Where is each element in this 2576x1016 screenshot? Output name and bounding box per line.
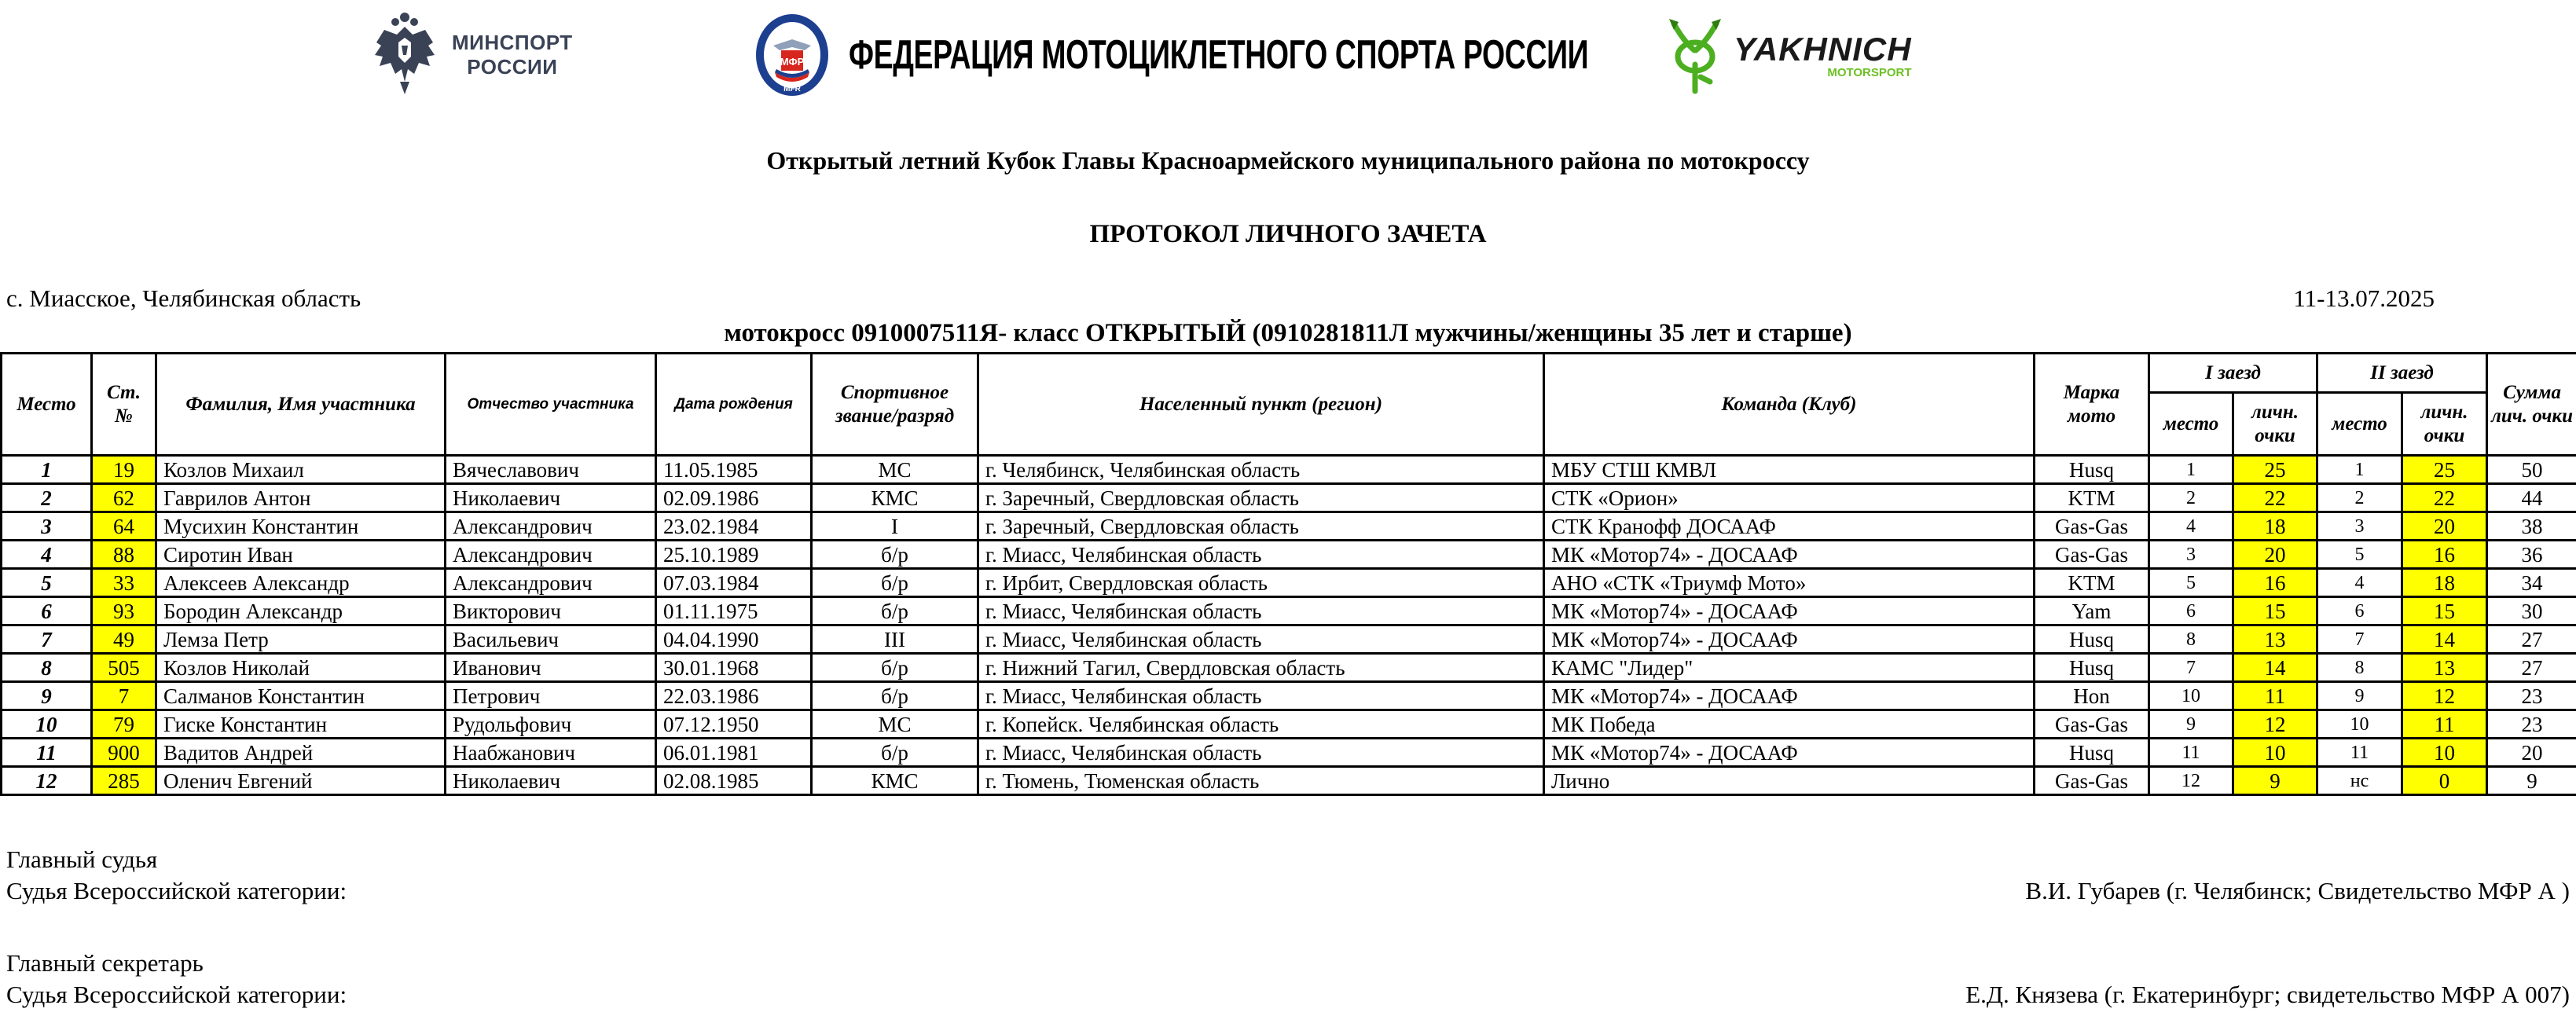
cell-birth-date: 11.05.1985 <box>656 456 812 484</box>
cell-race2-place: 3 <box>2317 512 2402 541</box>
cell-city: г. Миасс, Челябинская область <box>978 625 1544 654</box>
col-place: Место <box>2 354 92 456</box>
cell-total: 34 <box>2487 569 2576 597</box>
cell-rank: I <box>812 512 978 541</box>
col-race2: II заезд <box>2317 354 2487 393</box>
cell-place: 7 <box>2 625 92 654</box>
cell-race2-points: 14 <box>2402 625 2487 654</box>
cell-team: МК Победа <box>1544 710 2035 739</box>
table-row <box>2 682 2576 710</box>
cell-name: Вадитов Андрей <box>156 739 446 767</box>
table-row <box>2 456 2576 484</box>
cell-start-no: 19 <box>92 456 156 484</box>
cell-birth-date: 23.02.1984 <box>656 512 812 541</box>
minsport-line2: РОССИИ <box>467 55 558 79</box>
cell-race1-place: 3 <box>2149 541 2233 569</box>
cell-rank: КМС <box>812 767 978 795</box>
cell-start-no: 88 <box>92 541 156 569</box>
cell-race1-place: 12 <box>2149 767 2233 795</box>
cell-bike: Gas-Gas <box>2035 512 2149 541</box>
yakhnich-logo <box>1668 17 1912 96</box>
yakhnich-emblem-icon <box>1668 17 1723 96</box>
cell-race1-points: 20 <box>2233 541 2317 569</box>
event-title: Открытый летний Кубок Главы Красноармейского муниципального района по мотокроссу <box>766 146 1810 174</box>
table-row <box>2 739 2576 767</box>
table-row <box>2 512 2576 541</box>
cell-race2-points: 18 <box>2402 569 2487 597</box>
cell-rank: МС <box>812 710 978 739</box>
cell-race2-points: 25 <box>2402 456 2487 484</box>
cell-place: 2 <box>2 484 92 512</box>
cell-place: 6 <box>2 597 92 625</box>
cell-race1-place: 2 <box>2149 484 2233 512</box>
cell-total: 44 <box>2487 484 2576 512</box>
table-row <box>2 710 2576 739</box>
cell-city: г. Миасс, Челябинская область <box>978 739 1544 767</box>
cell-team: МК «Мотор74» - ДОСААФ <box>1544 682 2035 710</box>
svg-text:MFR: MFR <box>783 85 801 94</box>
cell-total: 50 <box>2487 456 2576 484</box>
cell-name: Лемза Петр <box>156 625 446 654</box>
cell-city: г. Нижний Тагил, Свердловская область <box>978 654 1544 682</box>
cell-race1-place: 5 <box>2149 569 2233 597</box>
cell-race1-place: 9 <box>2149 710 2233 739</box>
cell-city: г. Тюмень, Тюменская область <box>978 767 1544 795</box>
col-team: Команда (Клуб) <box>1544 354 2035 456</box>
cell-city: г. Ирбит, Свердловская область <box>978 569 1544 597</box>
cell-rank: б/р <box>812 654 978 682</box>
table-row <box>2 484 2576 512</box>
cell-race1-points: 16 <box>2233 569 2317 597</box>
cell-race2-points: 11 <box>2402 710 2487 739</box>
chief-judge-name: В.И. Губарев (г. Челябинск; Свидетельство МФР А ) <box>2025 877 2570 904</box>
cell-rank: III <box>812 625 978 654</box>
table-row <box>2 767 2576 795</box>
col-start-no: Ст. № <box>92 354 156 456</box>
cell-start-no: 285 <box>92 767 156 795</box>
cell-city: г. Заречный, Свердловская область <box>978 484 1544 512</box>
cell-race2-points: 13 <box>2402 654 2487 682</box>
col-race2-place: место <box>2317 393 2402 456</box>
cell-birth-date: 07.03.1984 <box>656 569 812 597</box>
cell-race1-points: 14 <box>2233 654 2317 682</box>
cell-place: 10 <box>2 710 92 739</box>
cell-birth-date: 07.12.1950 <box>656 710 812 739</box>
cell-bike: Hon <box>2035 682 2149 710</box>
cell-name: Алексеев Александр <box>156 569 446 597</box>
col-race1: I заезд <box>2149 354 2317 393</box>
yakhnich-name: YAKHNICH <box>1734 31 1912 68</box>
cell-patronymic: Васильевич <box>446 625 656 654</box>
cell-start-no: 900 <box>92 739 156 767</box>
cell-place: 11 <box>2 739 92 767</box>
cell-race2-place: 10 <box>2317 710 2402 739</box>
cell-race1-points: 9 <box>2233 767 2317 795</box>
cell-birth-date: 06.01.1981 <box>656 739 812 767</box>
col-race2-points: личн. очки <box>2402 393 2487 456</box>
cell-city: г. Миасс, Челябинская область <box>978 597 1544 625</box>
cell-race2-place: 5 <box>2317 541 2402 569</box>
cell-bike: Gas-Gas <box>2035 767 2149 795</box>
cell-team: СТК «Орион» <box>1544 484 2035 512</box>
col-birth-date: Дата рождения <box>656 354 812 456</box>
cell-bike: Husq <box>2035 456 2149 484</box>
cell-bike: Gas-Gas <box>2035 541 2149 569</box>
cell-patronymic: Иванович <box>446 654 656 682</box>
cell-rank: б/р <box>812 541 978 569</box>
yakhnich-sub: MOTORSPORT <box>1827 66 1912 79</box>
cell-race1-place: 4 <box>2149 512 2233 541</box>
chief-secretary-category: Судья Всероссийской категории: <box>6 981 347 1008</box>
cell-place: 1 <box>2 456 92 484</box>
cell-team: АНО «СТК «Триумф Мото» <box>1544 569 2035 597</box>
cell-city: г. Челябинск, Челябинская область <box>978 456 1544 484</box>
cell-rank: б/р <box>812 682 978 710</box>
cell-rank: б/р <box>812 739 978 767</box>
cell-total: 30 <box>2487 597 2576 625</box>
cell-team: КАМС "Лидер" <box>1544 654 2035 682</box>
event-location: с. Миасское, Челябинская область <box>6 284 361 312</box>
cell-race2-place: нс <box>2317 767 2402 795</box>
cell-rank: б/р <box>812 569 978 597</box>
cell-patronymic: Александрович <box>446 569 656 597</box>
cell-race1-points: 11 <box>2233 682 2317 710</box>
cell-race1-place: 10 <box>2149 682 2233 710</box>
cell-race2-place: 8 <box>2317 654 2402 682</box>
chief-judge-title: Главный судья <box>6 845 158 873</box>
cell-team: МК «Мотор74» - ДОСААФ <box>1544 541 2035 569</box>
cell-place: 4 <box>2 541 92 569</box>
cell-rank: МС <box>812 456 978 484</box>
cell-race2-place: 11 <box>2317 739 2402 767</box>
cell-team: МБУ СТШ КМВЛ <box>1544 456 2035 484</box>
cell-birth-date: 25.10.1989 <box>656 541 812 569</box>
cell-city: г. Миасс, Челябинская область <box>978 682 1544 710</box>
cell-race2-points: 16 <box>2402 541 2487 569</box>
minsport-line1: МИНСПОРТ <box>452 31 573 54</box>
cell-patronymic: Рудольфович <box>446 710 656 739</box>
cell-bike: Husq <box>2035 654 2149 682</box>
cell-race2-points: 20 <box>2402 512 2487 541</box>
cell-race1-place: 1 <box>2149 456 2233 484</box>
cell-race2-points: 10 <box>2402 739 2487 767</box>
cell-race2-points: 12 <box>2402 682 2487 710</box>
cell-birth-date: 22.03.1986 <box>656 682 812 710</box>
cell-name: Бородин Александр <box>156 597 446 625</box>
col-city: Населенный пункт (регион) <box>978 354 1544 456</box>
cell-race1-points: 22 <box>2233 484 2317 512</box>
cell-race2-place: 7 <box>2317 625 2402 654</box>
cell-total: 27 <box>2487 625 2576 654</box>
col-name: Фамилия, Имя участника <box>156 354 446 456</box>
cell-total: 9 <box>2487 767 2576 795</box>
cell-total: 23 <box>2487 710 2576 739</box>
cell-birth-date: 02.08.1985 <box>656 767 812 795</box>
cell-race1-place: 7 <box>2149 654 2233 682</box>
cell-race1-points: 18 <box>2233 512 2317 541</box>
cell-name: Козлов Николай <box>156 654 446 682</box>
table-row <box>2 625 2576 654</box>
cell-race2-points: 22 <box>2402 484 2487 512</box>
cell-city: г. Копейск. Челябинская область <box>978 710 1544 739</box>
cell-name: Козлов Михаил <box>156 456 446 484</box>
cell-start-no: 33 <box>92 569 156 597</box>
col-race1-points: личн. очки <box>2233 393 2317 456</box>
cell-race1-place: 6 <box>2149 597 2233 625</box>
col-total: Сумма лич. очки <box>2487 354 2576 456</box>
cell-race2-place: 4 <box>2317 569 2402 597</box>
cell-bike: Gas-Gas <box>2035 710 2149 739</box>
minsport-logo <box>373 11 573 99</box>
cell-birth-date: 30.01.1968 <box>656 654 812 682</box>
cell-patronymic: Петрович <box>446 682 656 710</box>
double-headed-eagle-icon <box>373 11 436 99</box>
cell-race2-place: 2 <box>2317 484 2402 512</box>
cell-total: 23 <box>2487 682 2576 710</box>
cell-name: Оленич Евгений <box>156 767 446 795</box>
results-table <box>0 352 2576 796</box>
cell-race1-place: 11 <box>2149 739 2233 767</box>
cell-team: МК «Мотор74» - ДОСААФ <box>1544 739 2035 767</box>
cell-place: 9 <box>2 682 92 710</box>
cell-race1-points: 12 <box>2233 710 2317 739</box>
cell-birth-date: 01.11.1975 <box>656 597 812 625</box>
cell-name: Гаврилов Антон <box>156 484 446 512</box>
col-patronymic: Отчество участника <box>446 354 656 456</box>
cell-start-no: 64 <box>92 512 156 541</box>
cell-start-no: 62 <box>92 484 156 512</box>
cell-race2-place: 9 <box>2317 682 2402 710</box>
cell-start-no: 93 <box>92 597 156 625</box>
cell-start-no: 49 <box>92 625 156 654</box>
cell-team: Лично <box>1544 767 2035 795</box>
table-row <box>2 597 2576 625</box>
cell-bike: Husq <box>2035 739 2149 767</box>
cell-name: Мусихин Константин <box>156 512 446 541</box>
protocol-title: ПРОТОКОЛ ЛИЧНОГО ЗАЧЕТА <box>1089 220 1487 248</box>
cell-patronymic: Александрович <box>446 512 656 541</box>
chief-judge-category: Судья Всероссийской категории: <box>6 877 347 904</box>
chief-secretary-name: Е.Д. Князева (г. Екатеринбург; свидетельство МФР А 007) <box>1965 981 2570 1008</box>
cell-patronymic: Наабжанович <box>446 739 656 767</box>
cell-race2-place: 6 <box>2317 597 2402 625</box>
cell-race1-points: 25 <box>2233 456 2317 484</box>
cell-name: Гиске Константин <box>156 710 446 739</box>
cell-place: 12 <box>2 767 92 795</box>
cell-place: 5 <box>2 569 92 597</box>
cell-race1-points: 13 <box>2233 625 2317 654</box>
cell-total: 27 <box>2487 654 2576 682</box>
cell-bike: Yam <box>2035 597 2149 625</box>
col-race1-place: место <box>2149 393 2233 456</box>
cell-patronymic: Викторович <box>446 597 656 625</box>
svg-text:МФР: МФР <box>780 56 805 68</box>
cell-place: 3 <box>2 512 92 541</box>
cell-start-no: 7 <box>92 682 156 710</box>
cell-total: 36 <box>2487 541 2576 569</box>
cell-bike: KTM <box>2035 484 2149 512</box>
cell-rank: б/р <box>812 597 978 625</box>
cell-name: Сиротин Иван <box>156 541 446 569</box>
cell-birth-date: 04.04.1990 <box>656 625 812 654</box>
cell-team: МК «Мотор74» - ДОСААФ <box>1544 597 2035 625</box>
table-row <box>2 541 2576 569</box>
table-row <box>2 654 2576 682</box>
cell-patronymic: Николаевич <box>446 484 656 512</box>
cell-patronymic: Александрович <box>446 541 656 569</box>
cell-start-no: 79 <box>92 710 156 739</box>
cell-patronymic: Николаевич <box>446 767 656 795</box>
cell-race1-points: 15 <box>2233 597 2317 625</box>
cell-bike: Husq <box>2035 625 2149 654</box>
cell-race1-points: 10 <box>2233 739 2317 767</box>
logo-bar <box>0 0 2576 110</box>
cell-race2-points: 0 <box>2402 767 2487 795</box>
event-dates: 11-13.07.2025 <box>2293 284 2435 312</box>
cell-team: СТК Кранофф ДОСААФ <box>1544 512 2035 541</box>
cell-city: г. Заречный, Свердловская область <box>978 512 1544 541</box>
cell-race2-points: 15 <box>2402 597 2487 625</box>
cell-city: г. Миасс, Челябинская область <box>978 541 1544 569</box>
cell-bike: KTM <box>2035 569 2149 597</box>
col-rank: Спортивное звание/разряд <box>812 354 978 456</box>
cell-race2-place: 1 <box>2317 456 2402 484</box>
cell-team: МК «Мотор74» - ДОСААФ <box>1544 625 2035 654</box>
cell-total: 20 <box>2487 739 2576 767</box>
cell-place: 8 <box>2 654 92 682</box>
cell-total: 38 <box>2487 512 2576 541</box>
cell-rank: КМС <box>812 484 978 512</box>
col-bike: Марка мото <box>2035 354 2149 456</box>
mfr-federation-name: ФЕДЕРАЦИЯ МОТОЦИКЛЕТНОГО СПОРТА РОССИИ <box>849 32 1589 78</box>
mfr-emblem-icon <box>753 11 831 99</box>
cell-start-no: 505 <box>92 654 156 682</box>
chief-secretary-title: Главный секретарь <box>6 949 204 977</box>
table-row <box>2 569 2576 597</box>
cell-name: Салманов Константин <box>156 682 446 710</box>
cell-birth-date: 02.09.1986 <box>656 484 812 512</box>
cell-patronymic: Вячеславович <box>446 456 656 484</box>
class-title: мотокросс 0910007511Я- класс ОТКРЫТЫЙ (0910281811Л мужчины/женщины 35 лет и старше) <box>724 319 1852 347</box>
cell-race1-place: 8 <box>2149 625 2233 654</box>
